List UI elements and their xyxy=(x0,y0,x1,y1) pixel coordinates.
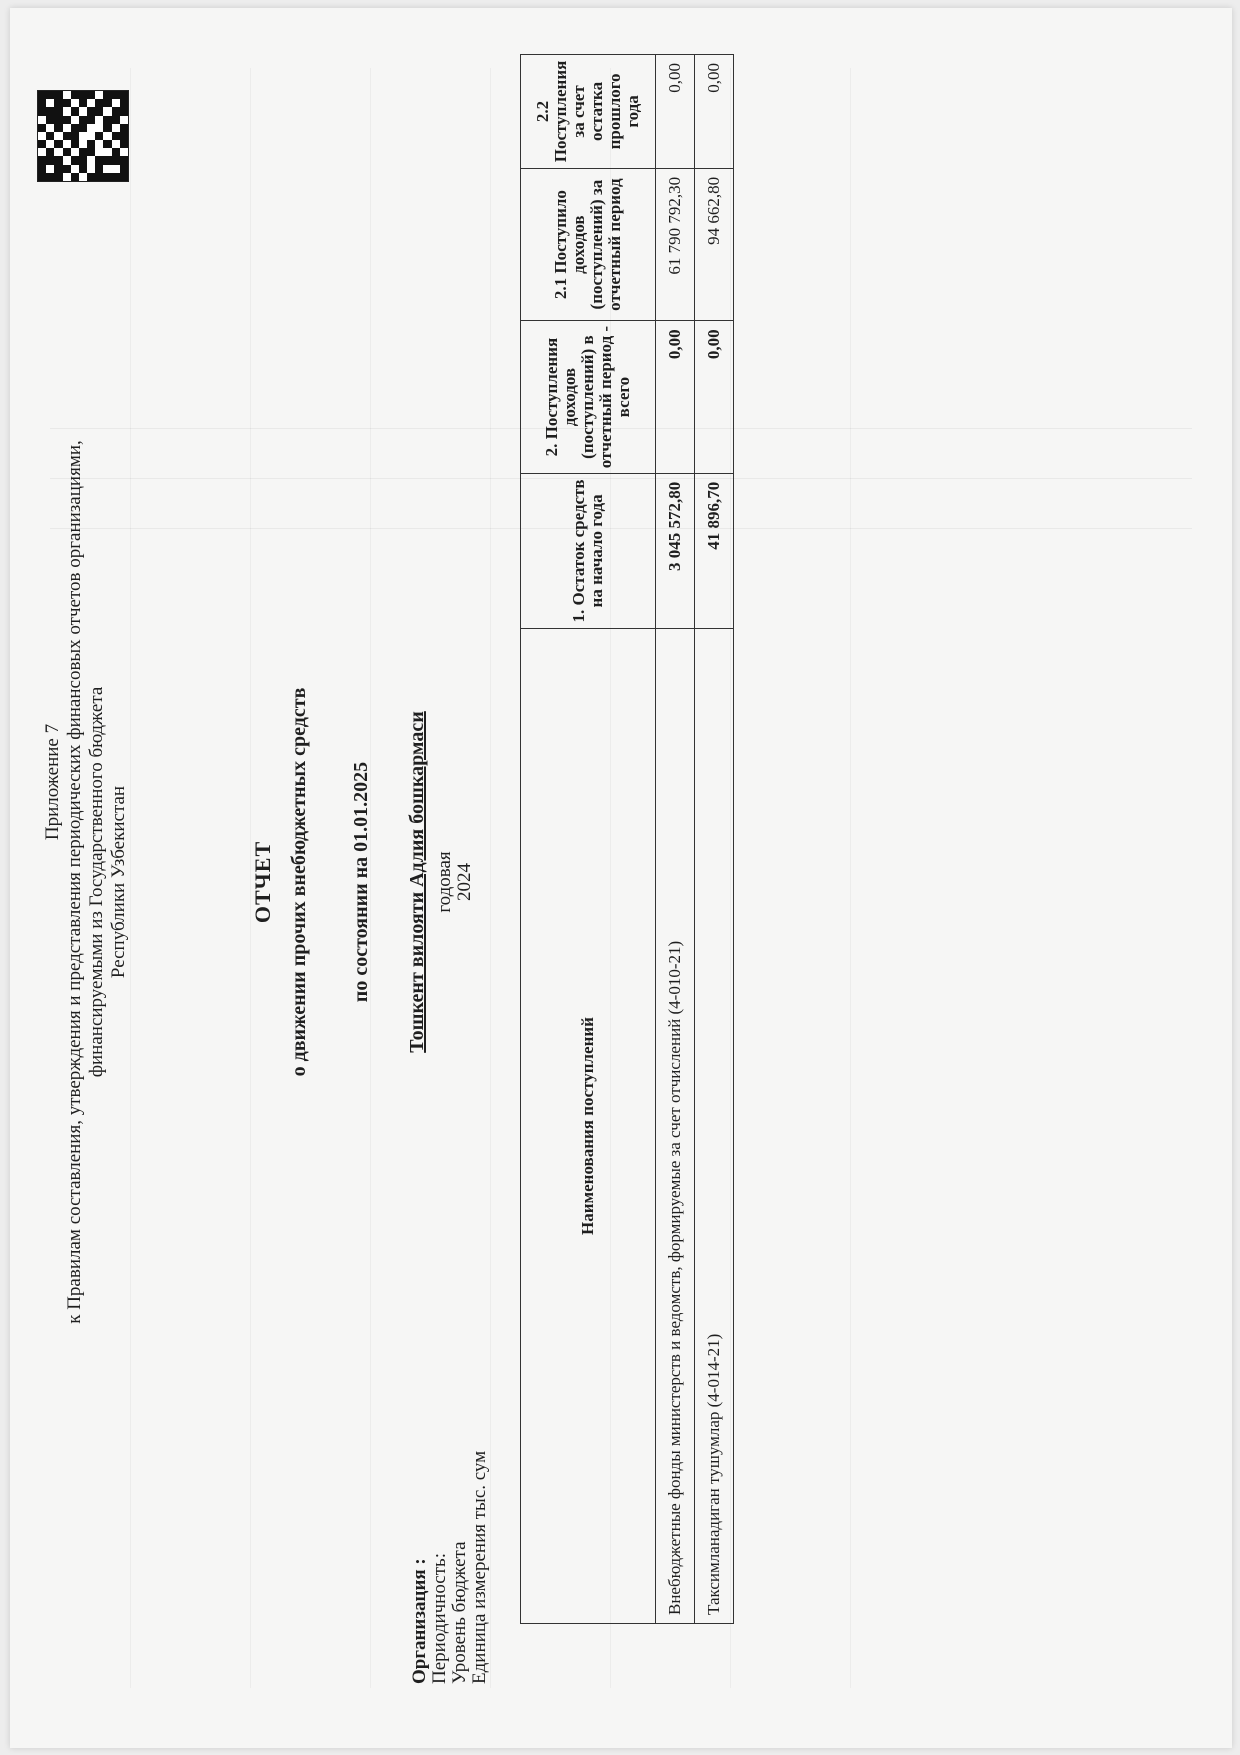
row-income-prev: 0,00 xyxy=(656,55,695,169)
row-name: Внебюджетные фонды министерств и ведомств, формируемые за счет отчислений (4-010-21) xyxy=(656,629,695,1624)
organization-label: Организация : xyxy=(409,1558,430,1684)
appendix-line: к Правилам составления, утверждения и представления периодических финансовых отчетов организациями, xyxy=(64,440,85,1324)
report-title: ОТЧЕТ xyxy=(250,840,275,924)
row-income-total: 0,00 xyxy=(656,321,695,473)
unit-label: Единица измерения тыс. сум xyxy=(469,1450,490,1684)
rotated-report xyxy=(32,52,1207,1712)
budget-level-label: Уровень бюджета xyxy=(449,1541,470,1684)
header-balance-start: 1. Остаток средств на начало года xyxy=(521,473,656,628)
periodicity-label: Периодичность: xyxy=(429,1553,450,1684)
report-meta xyxy=(410,1451,490,1684)
row-income-period: 61 790 792,30 xyxy=(656,168,695,320)
table-row xyxy=(656,55,695,1624)
header-income-prev: 2.2 Поступления за счет остатка прошлого года xyxy=(521,55,656,169)
report-table xyxy=(520,54,734,1624)
header-name: Наименования поступлений xyxy=(521,629,656,1624)
header-income-period: 2.1 Поступило доходов (поступлений) за отчетный период xyxy=(521,168,656,320)
table-row xyxy=(695,55,734,1624)
appendix-line: финансируемыми из Государственного бюджета xyxy=(86,686,107,1078)
appendix-note xyxy=(42,52,130,1712)
header-income-total: 2. Поступления доходов (поступлений) в отчетный период - всего xyxy=(521,321,656,473)
appendix-line: Приложение 7 xyxy=(42,723,63,841)
table-header-row xyxy=(521,55,656,1624)
appendix-line: Республики Узбекистан xyxy=(108,785,129,979)
budget-level-value: 2024 xyxy=(454,863,475,901)
periodicity-value: годовая xyxy=(434,851,455,913)
organization-name: Тошкент вилояти Адлия бошкармаси xyxy=(406,711,428,1053)
report-date: по состоянии на 01.01.2025 xyxy=(350,761,372,1003)
row-income-period: 94 662,80 xyxy=(695,168,734,320)
row-balance-start: 41 896,70 xyxy=(695,473,734,628)
row-name: Таксимланадиган тушумлар (4-014-21) xyxy=(695,629,734,1624)
report-subtitle: о движении прочих внебюджетных средств xyxy=(288,687,310,1077)
row-income-total: 0,00 xyxy=(695,321,734,473)
row-income-prev: 0,00 xyxy=(695,55,734,169)
row-balance-start: 3 045 572,80 xyxy=(656,473,695,628)
